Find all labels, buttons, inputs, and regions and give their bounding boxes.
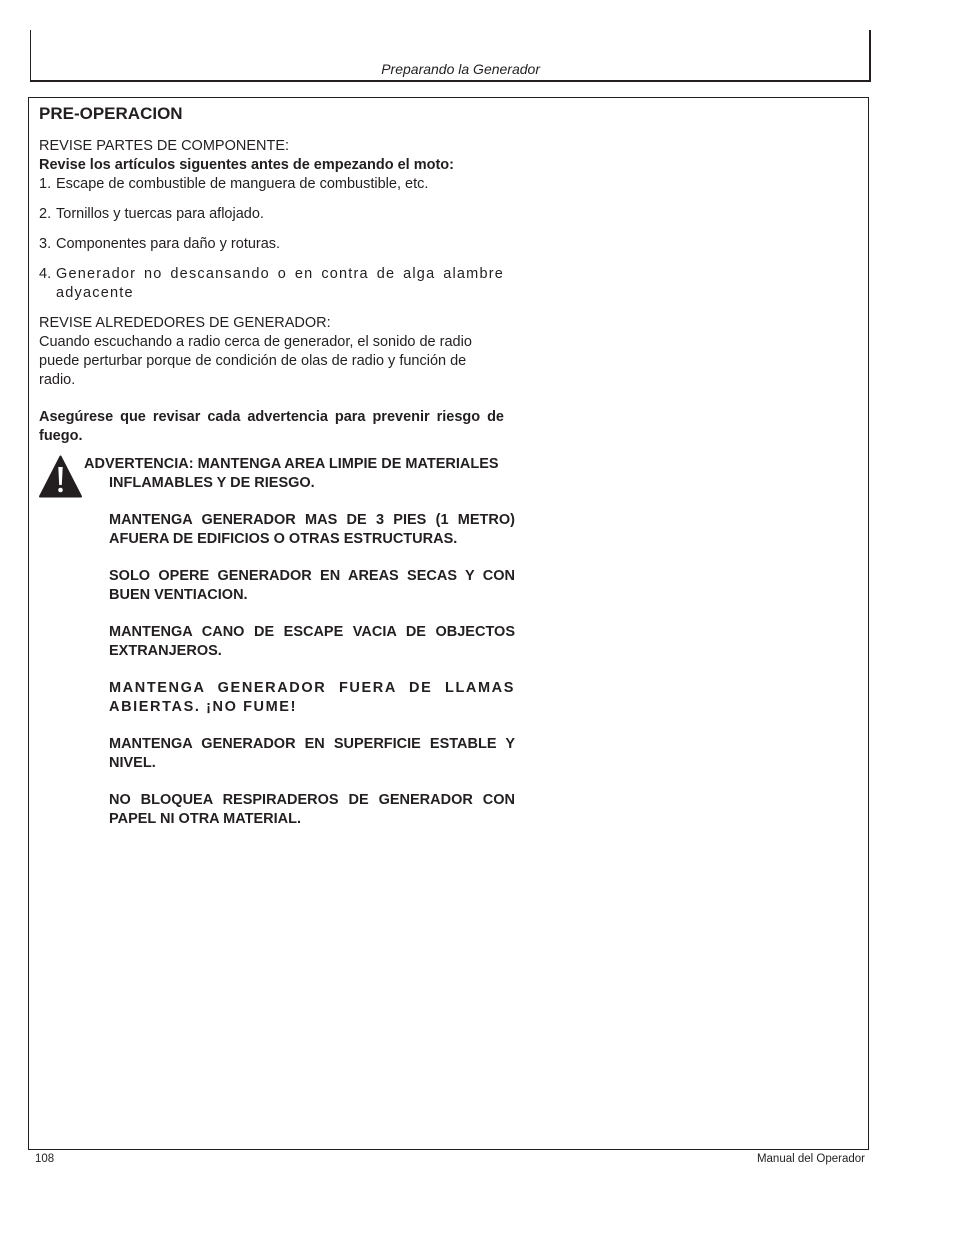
list-item [39, 265, 504, 303]
warning-lead: ADVERTENCIA: MANTENGA AREA LIMPIE DE MATERIALES [84, 456, 499, 472]
header-right-rule [869, 30, 871, 82]
warning-paragraph: SOLO OPERE GENERADOR EN AREAS SECAS Y CON BUEN VENTIACION. [109, 568, 515, 603]
header-title: Preparando la Generador [381, 61, 540, 77]
item-text: Escape de combustible de manguera de combustible, etc. [56, 176, 429, 192]
surroundings-label: REVISE ALREDEDORES DE GENERADOR: [39, 315, 331, 331]
item-number: 1. [39, 176, 52, 192]
components-label: REVISE PARTES DE COMPONENTE: [39, 138, 290, 154]
list-item [39, 175, 504, 194]
warning-lead-continued: INFLAMABLES Y DE RIESGO. [109, 475, 315, 491]
warning-paragraph: MANTENGA GENERADOR MAS DE 3 PIES (1 METRO) AFUERA DE EDIFICIOS O OTRAS ESTRUCTURAS. [109, 512, 515, 547]
warning-paragraph: MANTENGA GENERADOR FUERA DE LLAMAS ABIERTAS. ¡NO FUME! [109, 680, 515, 715]
item-number: 3. [39, 236, 52, 252]
warning-paragraph: NO BLOQUEA RESPIRADEROS DE GENERADOR CON PAPEL NI OTRA MATERIAL. [109, 792, 515, 827]
warning-paragraph: MANTENGA CANO DE ESCAPE VACIA DE OBJECTOS EXTRANJEROS. [109, 624, 515, 659]
warning-text [84, 455, 515, 829]
section-heading: PRE-OPERACION [39, 104, 183, 123]
surroundings-text: Cuando escuchando a radio cerca de generador, el sonido de radio puede perturbar porque de condición de olas de radio y función de radio. [39, 334, 472, 388]
item-text: Componentes para daño y roturas. [56, 236, 281, 252]
page-number: 108 [35, 1153, 55, 1165]
header-bottom-rule [30, 80, 871, 82]
item-text: Tornillos y tuercas para aflojado. [56, 206, 264, 222]
main-column [39, 103, 504, 446]
item-number: 4. [39, 266, 52, 282]
warning-triangle-icon [39, 455, 82, 498]
components-intro: Revise los artículos siguentes antes de empezando el moto: [39, 157, 454, 173]
warning-block [39, 455, 515, 847]
manual-title: Manual del Operador [756, 1153, 865, 1165]
item-number: 2. [39, 206, 52, 222]
item-text: Generador no descansando o en contra de alga alambre adyacente [56, 266, 504, 301]
list-item [39, 235, 504, 254]
list-item [39, 205, 504, 224]
warning-paragraph: MANTENGA GENERADOR EN SUPERFICIE ESTABLE Y NIVEL. [109, 736, 515, 771]
fire-note: Asegúrese que revisar cada advertencia para prevenir riesgo de fuego. [39, 409, 504, 444]
